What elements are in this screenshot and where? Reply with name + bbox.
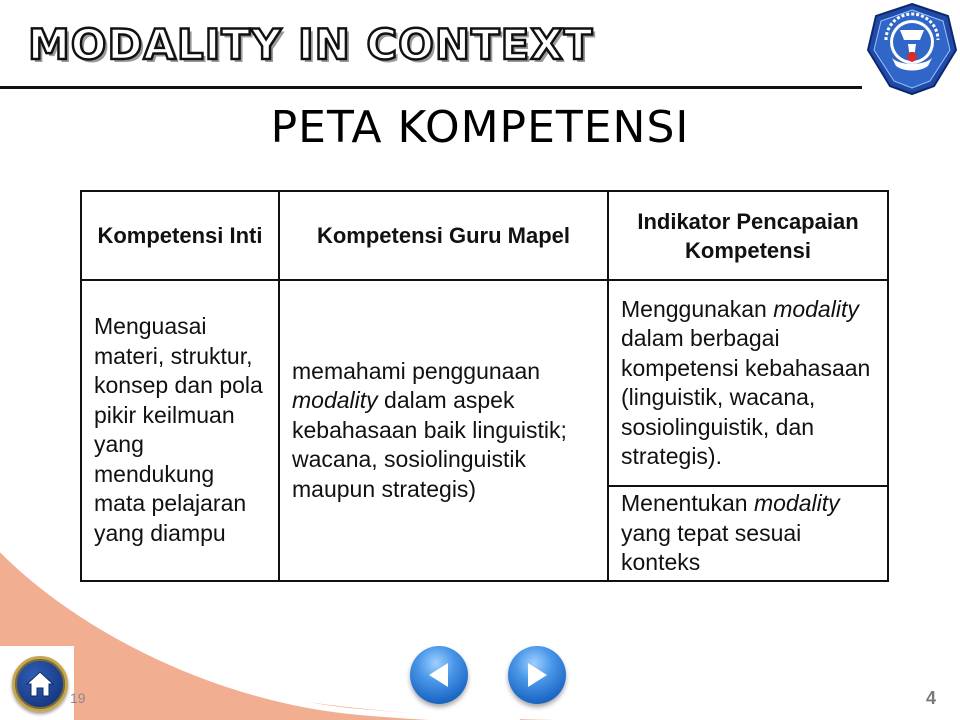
arrow-right-icon (524, 660, 550, 690)
competency-table (80, 190, 889, 582)
cell-text: memahami penggunaan (292, 357, 541, 384)
header-indikator: Indikator Pencapaian Kompetensi (608, 191, 888, 280)
presentation-title: MODALITY IN CONTEXT (28, 20, 594, 69)
header-kompetensi-inti: Kompetensi Inti (81, 191, 279, 280)
header-divider (0, 86, 862, 89)
home-button[interactable] (12, 656, 68, 712)
cell-text: Menentukan (621, 490, 754, 516)
arrow-left-icon (426, 660, 452, 690)
cell-text: dalam aspek kebahasaan baik linguistik; wacana, sosiolinguistik maupun strategis) (292, 387, 567, 502)
cell-indikator-2 (608, 486, 888, 581)
home-icon (25, 670, 55, 698)
cell-indikator-1 (608, 280, 888, 486)
cell-italic-term: modality (292, 387, 378, 413)
page-number: 4 (926, 688, 937, 708)
cell-text: Menggunakan (621, 295, 774, 322)
slide-heading: PETA KOMPETENSI (270, 102, 690, 153)
footer-date: 19 (70, 690, 86, 706)
cell-italic-term: modality (753, 490, 840, 516)
cell-text: yang tepat sesuai konteks (621, 519, 802, 575)
cell-italic-term: modality (773, 295, 859, 322)
table-header-row (81, 191, 888, 280)
header-kompetensi-guru: Kompetensi Guru Mapel (279, 191, 608, 280)
cell-text: dalam berbagai kompetensi kebahasaan (linguistik, wacana, sosiolinguistik, dan strategis). (621, 325, 871, 469)
cell-kompetensi-inti: Menguasai materi, struktur, konsep dan pola pikir keilmuan yang mendukung mata pelajaran yang diampu (81, 280, 279, 581)
tut-wuri-handayani-logo (864, 0, 960, 96)
previous-slide-button[interactable] (410, 646, 468, 704)
next-slide-button[interactable] (508, 646, 566, 704)
table-row (81, 280, 888, 486)
cell-kompetensi-guru (279, 280, 608, 581)
